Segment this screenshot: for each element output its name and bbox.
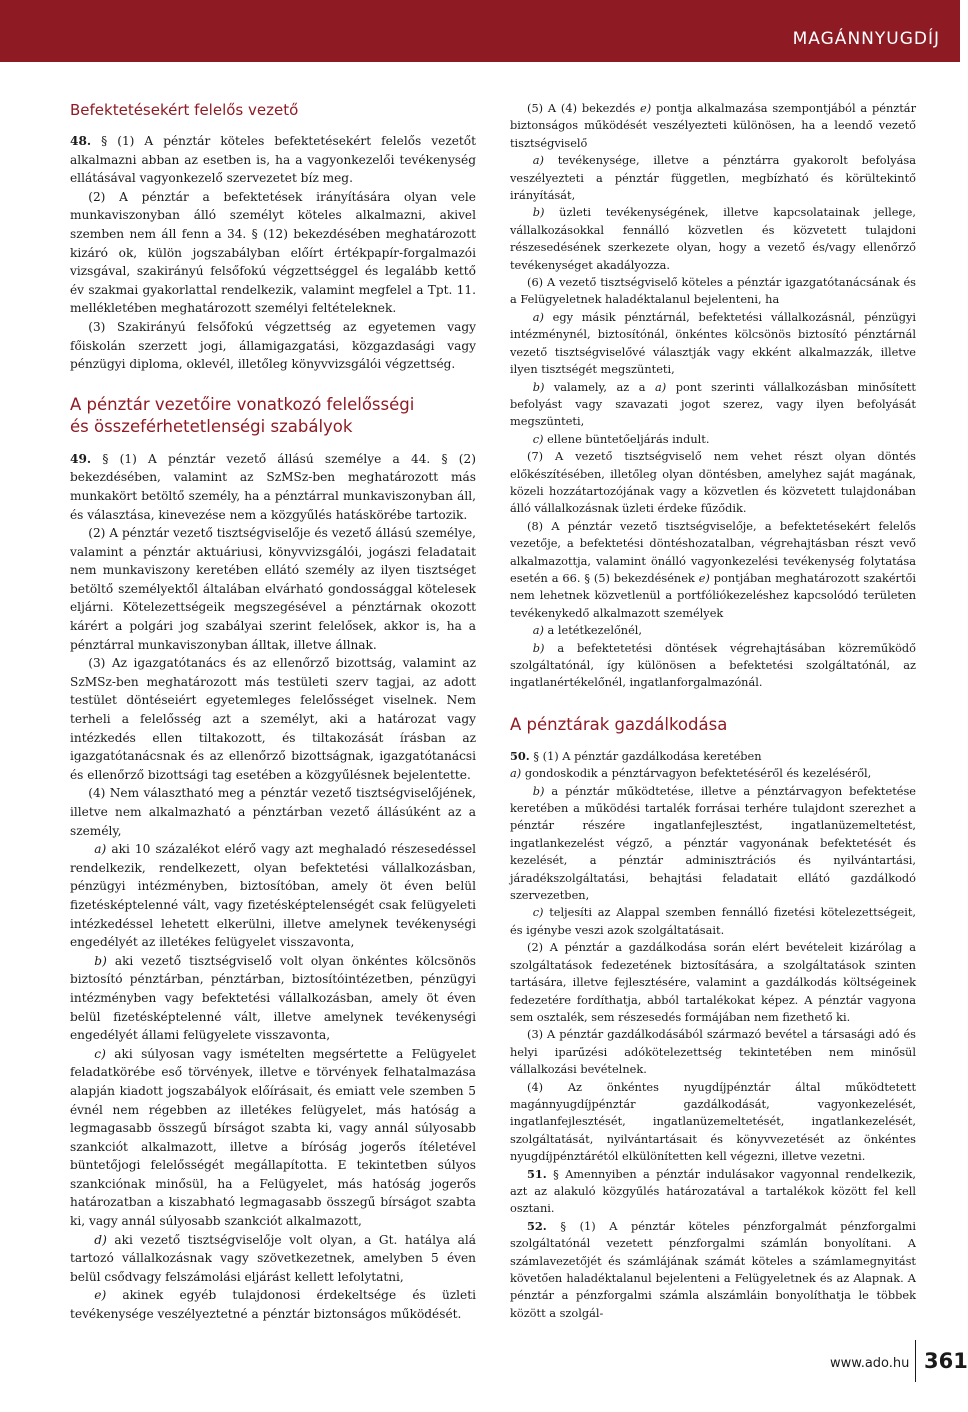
item-49-4-a [70, 840, 476, 952]
item-letter: c) [94, 1046, 106, 1061]
text-51: § Amennyiben a pénztár indulásakor vagyonnal rendelkezik, azt az alakuló közgyűlés határozatával a tartalékok között fel kell osztani. [510, 1166, 917, 1216]
paragraph-49-7: (7) A vezető tisztségviselő nem vehet részt olyan döntés előkészítésében, illetőleg olyan döntésben, amelyhez saját magának, közeli hozzátartozójának vagy a közvetlen és közvetett tulajdonában álló vállalkozásnak üzleti érdeke fűződik. [510, 449, 916, 516]
paragraph-49-1 [70, 450, 476, 524]
item-49-6-c [510, 431, 916, 448]
paragraph-50-4: (4) Az önkéntes nyugdíjpénztár által működtetett magánnyugdíjpénztár gazdálkodását, vagyonkezelését, ingatlanfejlesztését, ingatlanüzemeltetését, ingatlankezelését, szolgáltatását, nyilvántartásait és könyvvezetését az önkéntes nyugdíjpénztárétól elkülönítetten kell végezni, illetve vezetni. [510, 1079, 916, 1164]
item-49-4-c [70, 1045, 476, 1231]
text-52-1: § (1) A pénztár köteles pénzforgalmát pénzforgalmi szolgáltatónál vezetett pénzforgalmi számlán bonyolítani. A számlavezetőjét és számlájának számát köteles a számlamegnyitást követően haladéktalanul bejelenteni a Felügyeletnek és az Alapnak. A pénztár a pénzforgalmi számla alszámláin bonyolíthatja le többek között a szolgál- [510, 1218, 917, 1320]
section-number-50: 50. [510, 748, 530, 763]
item-50-1-c [510, 904, 916, 939]
left-column [70, 100, 476, 1324]
right-column [510, 100, 916, 1322]
heading-investment-manager: Befektetésekért felelős vezető [70, 101, 299, 119]
item-49-4-b [70, 952, 476, 1045]
item-49-8-a [510, 622, 916, 639]
paragraph-48-2: (2) A pénztár a befektetések irányítására olyan vele munkaviszonyban álló személyt köteles alkalmazni, akivel szemben nem áll fenn a 34. § (12) bekezdésében meghatározott kizáró ok, külön jogszabályban előírt értékpapír-forgalmazói vizsgával, szakirányú felsőfokú végzettséggel és legalább kettő év szakmai gyakorlattal rendelkezik, valamint megfelel a Tpt. 11. mellékletében meghatározott személyi feltételeknek. [70, 189, 476, 316]
text: (5) A (4) bekezdés [527, 101, 640, 115]
item-letter: b) [532, 205, 545, 220]
item-49-4-d [70, 1231, 476, 1287]
item-text: aki vezető tisztségviselője volt olyan, a Gt. hatálya alá tartozó vállalkozásnak vagy szövetkezetnek, amelyben 5 éven belül csődvagy felszámolási eljárást kellett lefolytatni, [70, 1232, 476, 1284]
item-text: a letétkezelőnél, [547, 623, 643, 638]
section-number-48: 48. [70, 134, 92, 148]
item-letter: a) [532, 623, 544, 638]
item-letter: a) [655, 379, 667, 394]
section-number-52: 52. [527, 1218, 547, 1233]
paragraph-49-4: (4) Nem választható meg a pénztár vezető tisztségviselőjének, illetve nem alkalmazható a pénztárban vezető állásúként az a személy, [70, 786, 476, 838]
item-letter: a) [510, 766, 522, 781]
item-text: aki 10 százalékot elérő vagy azt meghaladó részesedéssel rendelkezik, rendelkezett, olyan befektetési vállalkozásban, pénzügyi intézményben, biztosítóban, amely öt éven belül fizetésképtelenné vált, vagy fizetésképtelenségét csak felügyeleti intézkedéssel lehetett elkerülni, illetve amelynek tevékenységi engedélyét az illetékes felügyelet visszavonta, [70, 842, 477, 950]
paragraph-49-3: (3) Az igazgatótanács és az ellenőrző bizottság, valamint az SzMSz-ben meghatározott más testületi szerv tagjai, az adott testület döntéseiért egyetemleges felelősséget viselnek. Nem terheli a felelősség azt a személyt, aki a határozat vagy intézkedés ellen tiltakozott, és tiltakozását írásban az igazgatótanácsnak és az ellenőrző bizottságnak, igazgatótanácsi és ellenőrző bizottsági tag esetében a közgyűlésnek bejelentette. [70, 656, 476, 782]
item-text: a pénztár működtetése, illetve a pénztárvagyon befektetése keretében a működési tartalék forrásai terhére tulajdont szerezhet a pénztár részére ingatlanfejlesztést, ingatlanüzemeltetést, ingatlankezelést végző, a pénztár vagyonának befektetését és kezelését, a pénztár adminisztrációs és nyilvántartási, járadékszolgáltatási, behajtási feladatait ellátó gazdálkodó szervezetben, [510, 783, 917, 903]
paragraph-49-6: (6) A vezető tisztségviselő köteles a pénztár igazgatótanácsának és a Felügyeletnek haladéktalanul bejelenteni, ha [510, 275, 916, 307]
item-49-5-a [510, 152, 916, 204]
heading-line-2: és összeférhetetlenségi szabályok [70, 416, 353, 436]
item-letter: e) [698, 570, 710, 585]
section-number-51: 51. [527, 1166, 547, 1181]
section-label: MAGÁNNYUGDÍJ [792, 29, 940, 49]
footer-divider [915, 1340, 916, 1382]
item-letter: b) [532, 379, 545, 394]
item-text: teljesíti az Alappal szemben fennálló fizetési kötelezettségeit, és igénybe veszi azok szolgáltatásait. [510, 905, 916, 937]
item-letter: a) [532, 153, 544, 168]
item-letter: a) [532, 309, 544, 324]
footer-site: www.ado.hu [830, 1356, 910, 1371]
item-49-6-b [510, 379, 916, 431]
item-49-6-a [510, 309, 916, 379]
text-48-1: § (1) A pénztár köteles befektetésekért felelős vezetőt alkalmazni abban az esetben is, ha a vagyonkezelői tevékenység ellátásával vagyonkezelő szervezetet bíz meg. [70, 134, 476, 186]
item-50-1-a [510, 765, 916, 782]
item-text: a befektetetési döntések végrehajtásában közreműködő szolgáltatónál, így különösen a befektetési szolgáltatónál, az ingatlanértékelőnél, ingatlanforgalmazónál. [510, 640, 916, 690]
paragraph-52-1 [510, 1218, 916, 1322]
item-letter: b) [532, 640, 545, 655]
item-text: aki súlyosan vagy ismételten megsértette a Felügyelet feladatkörébe eső törvények, illetve e törvények felhatalmazása alapján kiadott jogszabályok előírásait, és emiatt vele szemben 5 évnél nem régebben az illetékes felügyelet, más hatóság a legmagasabb összegű bírságot szabta ki, vagy annál súlyosabb szankciót alkalmazott, illetve a bíróság jogerős ítéletével büntetőjogi felelősségét megállapította. E tekintetben súlyos szankciónak minősül, ha a Felügyelet, más hatóság jogerős határozatban a kiszabható legmagasabb összegű bírságot szabta ki, vagy annál súlyosabb szankciót alkalmazott, [70, 1046, 476, 1229]
item-49-5-b [510, 204, 916, 274]
text-50-1: § (1) A pénztár gazdálkodása keretében [533, 748, 762, 763]
item-49-8-b [510, 640, 916, 692]
paragraph-50-2: (2) A pénztár a gazdálkodása során elért bevételeit kizárólag a szolgáltatások fedezetének biztosítására, a szolgáltatások szinten tartására, illetve fejlesztésére, valamint a gazdálkodás költségeinek fedezetére fordíthatja, abból tartalékokat képez. A pénztár vagyona sem osztalék, sem részesedés formájában nem fizethető ki. [510, 940, 916, 1024]
item-letter: b) [532, 783, 545, 798]
paragraph-49-5 [510, 100, 916, 152]
heading-fund-management: A pénztárak gazdálkodása [510, 714, 728, 734]
item-text: gondoskodik a pénztárvagyon befektetéséről és kezeléséről, [524, 766, 872, 781]
item-text: üzleti tevékenységének, illetve kapcsolatainak jellege, vállalkozásokkal fennálló közvetlen és közvetett tulajdoni részesedésének szerkezete olyan, hogy a vezető és/vagy ellenőrző tevékenységet akadályozza. [510, 205, 916, 272]
item-letter: c) [532, 905, 544, 920]
item-49-4-e [70, 1286, 476, 1323]
item-text: akinek egyéb tulajdonosi érdekeltsége és üzleti tevékenysége veszélyeztetné a pénztár biztonságos működését. [70, 1288, 476, 1322]
heading-liability-rules [70, 394, 476, 438]
section-number-49: 49. [70, 451, 92, 466]
page-number: 361 [924, 1349, 968, 1373]
item-text: egy másik pénztárnál, befektetési vállalkozásnál, pénzügyi intézménynél, biztosítónál, önkéntes kölcsönös biztosító pénztárnál vezető tisztségviselővé választják vagy ekként alkalmazzák, illetve ilyen tisztségét megszünteti, [510, 309, 916, 377]
text: (8) A pénztár vezető tisztségviselője, a befektetésekért felelős vezetője, a befektetési döntéshozatalban, végrehajtásban részt vevő alkalmazottja, valamint önálló vagyonkezelési tevékenység folytatása esetén a 66. § (5) bekezdésének [510, 518, 916, 585]
item-text: ellene büntetőeljárás indult. [547, 431, 710, 446]
item-50-1-b [510, 783, 916, 905]
paragraph-48-3: (3) Szakirányú felsőfokú végzettség az egyetemen vagy főiskolán szerzett jogi, államigazgatási, közgazdasági vagy pénzügyi diploma, oklevél, illetőleg könyvvizsgálói végzettség. [70, 319, 476, 372]
paragraph-50-3: (3) A pénztár gazdálkodásából származó bevétel a társasági adó és helyi iparűzési adókötelezettség tekintetében nem minősül vállalkozási bevételnek. [510, 1027, 916, 1077]
item-letter: e) [94, 1288, 107, 1303]
text: pontjában meghatározott szakértői nem lehetnek közvetlenül a portfóliókezeléshez kapcsolódó területen tevékenykedő alkalmazott személyek [510, 570, 916, 620]
item-text: pont szerinti vállalkozásban minősített befolyást vagy szavazati jogot szerez, vagy ilyen befolyását megszünteti, [510, 379, 916, 429]
paragraph-50-1 [510, 748, 916, 765]
item-letter: c) [532, 431, 544, 446]
paragraph-49-8 [510, 518, 916, 622]
paragraph-48-1 [70, 132, 476, 188]
item-text: tevékenysége, illetve a pénztárra gyakorolt befolyása veszélyezteti a pénztár független, megbízható és körültekintő irányítását, [510, 153, 917, 203]
text-49-1: § (1) A pénztár vezető állású személye a 44. § (2) bekezdésében, valamint az SzMSz-ben meghatározott más munkakört betöltő személy, ha a pénztárral munkaviszonyban áll, és választása, kinevezése nem a közgyűlés hatáskörébe tartozik. [70, 451, 476, 522]
item-letter: b) [94, 953, 107, 968]
item-letter: e) [640, 101, 652, 115]
item-letter: d) [94, 1232, 107, 1247]
item-letter: a) [94, 842, 107, 857]
paragraph-49-2: (2) A pénztár vezető tisztségviselője és vezető állású személye, valamint a pénztár aktuáriusi, könyvvizsgálói, jogászi feladatait nem munkaviszony keretében ellátó személy az ilyen tisztséget betöltő személyektől általában elvárható gondossággal kötelesek eljárni. Kötelezettségeik megszegésével a pénztárnak okozott kárért a polgári jog szabályai szerint felelősek, akkor is, ha a pénztárral munkaviszonyban álltak, illetve állnak. [70, 526, 476, 652]
text: pontja alkalmazása szempontjából a pénztár biztonságos működését veszélyezteti különösen, ha a leendő vezető tisztségviselő [510, 101, 916, 150]
item-text: valamely, az a [553, 379, 656, 394]
paragraph-51 [510, 1166, 916, 1218]
item-text: aki vezető tisztségviselő volt olyan önkéntes kölcsönös biztosító pénztárban, pénztárban, biztosítóintézetben, pénzügyi intézményben vagy befektetési vállalkozásban, amely öt éven belül fizetésképtelenné vált, illetve amelynek tevékenységi engedélyét állami felügyelete visszavonta, [70, 953, 477, 1043]
heading-line-1: A pénztár vezetőire vonatkozó felelősségi [70, 394, 415, 414]
